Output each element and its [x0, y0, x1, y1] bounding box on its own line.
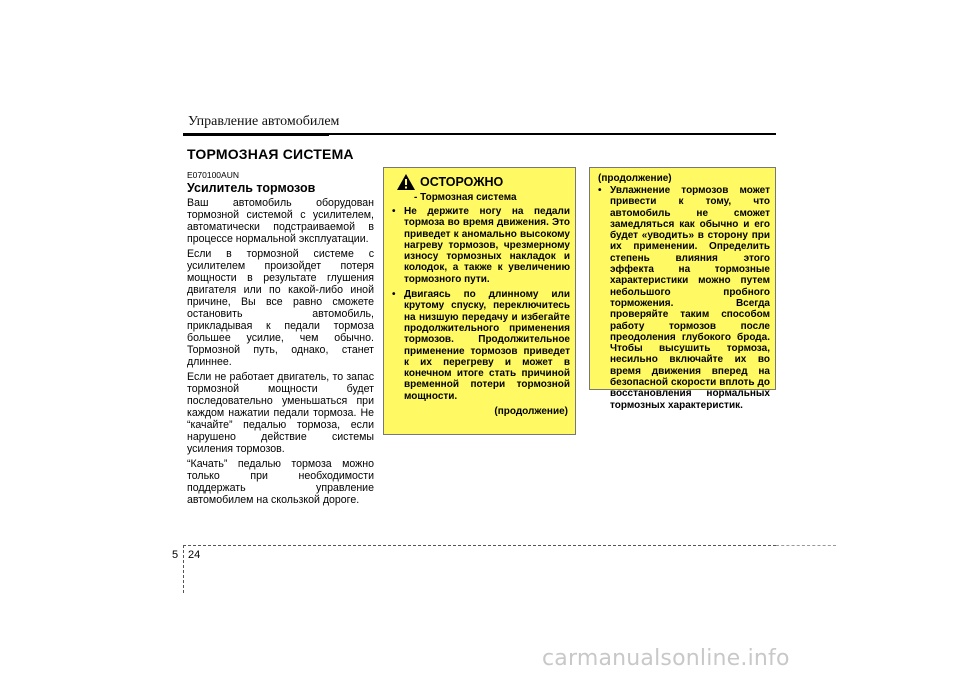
- continued-warning-box: [589, 167, 776, 411]
- continued-label: (продолжение): [494, 406, 568, 418]
- footer-rule-end: [776, 545, 836, 546]
- section-number: 5: [172, 549, 179, 561]
- warning-box: [383, 167, 576, 435]
- warning-subtitle: - Тормозная система: [414, 192, 517, 203]
- list-item: • Не держите ногу на педали тормоза во время движения. Это приведет к аномально высокому нагреву тормозов, чрезмерному износу тормозных накладок и колодок, а также к увеличению тормозного пути.: [392, 206, 570, 285]
- list-item-text: Не держите ногу на педали тормоза во время движения. Это приведет к аномально высокому нагреву тормозов, чрезмерному износу тормозных накладок и колодок, а также к увеличению тормозного пути.: [404, 206, 570, 285]
- chapter-title: Управление автомобилем: [188, 114, 340, 129]
- paragraph: “Качать” педалью тормоза можно только при необходимости поддержать управление автомобилем на скользкой дороге.: [187, 458, 374, 506]
- list-item-text: Увлажнение тормозов может привести к тому, что автомобиль не сможет замедляться как обычно и его будет «уводить» в сторону при их применении. Определить степень влияния этого эффекта на тормозные характеристики можно путем небольшого пробного торможения. Всегда проверяйте таким способом работу тормозов после преодоления глубокого брода. Чтобы высушить тормоза, несильно включайте их во время движения вперед на безопасной скорости вплоть до восстановления нормальных тормозных характеристик.: [610, 185, 770, 411]
- paragraph: Если в тормозной системе с усилителем произойдет потеря мощности в результате глушения двигателя или по какой-либо иной причине, Вы все равно сможете остановить автомобиль, прикладывая к педали тормоза большее усилие, чем обычно. Тормозной путь, однако, станет длиннее.: [187, 248, 374, 368]
- left-column: [187, 170, 374, 509]
- watermark: carmanualsonline.info: [542, 646, 790, 671]
- list-item: • Двигаясь по длинному или крутому спуску, переключитесь на низшую передачу и избегайте продолжительного применения тормозов. Продолжительное применение тормозов приведет к их перегреву и может в конечном итоге стать причиной временной потери тормозной мощности.: [392, 289, 570, 402]
- list-item-text: Двигаясь по длинному или крутому спуску, переключитесь на низшую передачу и избегайте продолжительного применения тормозов. Продолжительное применение тормозов приведет к их перегреву и может в конечном итоге стать причиной временной потери тормозной мощности.: [404, 289, 570, 402]
- subsection-title: Усилитель тормозов: [187, 181, 316, 195]
- paragraph: Ваш автомобиль оборудован тормозной системой с усилителем, автоматически подстраиваемой в процессе нормальной эксплуатации.: [187, 197, 374, 245]
- warning-header: [392, 173, 570, 191]
- list-item: • Увлажнение тормозов может привести к тому, что автомобиль не сможет замедляться как обычно и его будет «уводить» в сторону при их применении. Определить степень влияния этого эффекта на тормозные характеристики можно путем небольшого пробного торможения. Всегда проверяйте таким способом работу тормозов после преодоления глубокого брода. Чтобы высушить тормоза, несильно включайте их во время движения вперед на безопасной скорости вплоть до восстановления нормальных тормозных характеристик.: [598, 185, 770, 411]
- warning-title: ОСТОРОЖНО: [420, 175, 504, 189]
- page-number: 24: [188, 549, 201, 561]
- paragraph: Если не работает двигатель, то запас тормозной мощности будет последовательно уменьшаться при каждом нажатии педали тормоза. Не “качайте” педалью тормоза, если нарушено действие системы усиления тормозов.: [187, 371, 374, 455]
- footer-rule: [183, 545, 776, 546]
- continued-label: (продолжение): [598, 173, 672, 184]
- footer-divider: [183, 545, 184, 593]
- section-code: E070100AUN: [187, 170, 239, 180]
- warning-triangle-icon: [396, 173, 416, 191]
- section-title: ТОРМОЗНАЯ СИСТЕМА: [187, 146, 354, 162]
- header-rule: [183, 133, 776, 135]
